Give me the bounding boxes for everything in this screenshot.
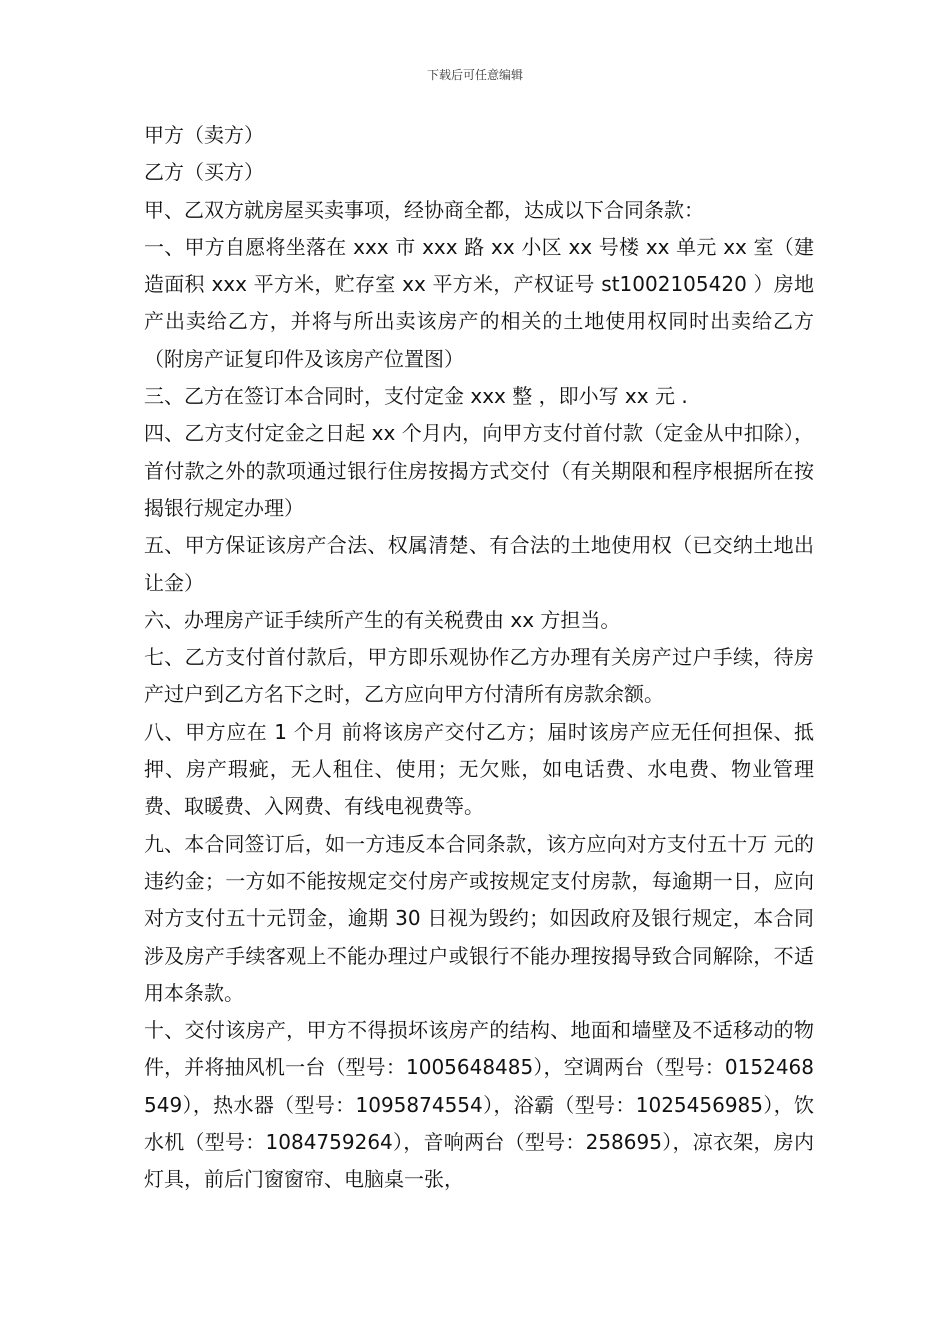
contract-body: [144, 117, 814, 1199]
clause-10: 十、交付该房产，甲方不得损坏该房产的结构、地面和墙壁及不适移动的物件，并将抽风机一台（型号：1005648485），空调两台（型号：0152468549），热水器（型号：1095874554），浴霸（型号：1025456985），饮水机（型号：1084759264），音响两台（型号：258695），凉衣架，房内灯具，前后门窗窗帘、电脑桌一张，: [144, 1018, 814, 1192]
clause-4: 四、乙方支付定金之日起 xx 个月内，向甲方支付首付款（定金从中扣除），首付款之外的款项通过银行住房按揭方式交付（有关期限和程序根据所在按揭银行规定办理）: [144, 421, 814, 520]
preamble-paragraph: 甲、乙双方就房屋买卖事项，经协商全都，达成以下合同条款：: [144, 197, 704, 222]
clause-7: 七、乙方支付首付款后，甲方即乐观协作乙方办理有关房产过户手续，待房产过户到乙方名下之时，乙方应向甲方付清所有房款余额。: [144, 645, 814, 707]
clause-3: 三、乙方在签订本合同时，支付定金 xxx 整 ，即小写 xx 元 .: [144, 384, 688, 409]
clause-1: 一、甲方自愿将坐落在 xxx 市 xxx 路 xx 小区 xx 号楼 xx 单元 xx 室（建造面积 xxx 平方米，贮存室 xx 平方米，产权证号 st1002105420 ）房地产出卖给乙方，并将与所出卖该房产的相关的土地使用权同时出卖给乙方（附房产证复印件及该房产位置图）: [144, 234, 814, 371]
party-b-line: 乙方（买方）: [144, 160, 264, 185]
clause-8: 八、甲方应在 1 个月 前将该房产交付乙方；届时该房产应无任何担保、抵押、房产瑕疵，无人租住、使用；无欠账，如电话费、水电费、物业管理费、取暖费、入网费、有线电视费等。: [144, 719, 814, 819]
party-a-line: 甲方（卖方）: [144, 123, 264, 147]
clause-9: 九、本合同签订后，如一方违反本合同条款，该方应向对方支付五十万 元的违约金；一方如不能按规定交付房产或按规定支付房款，每逾期一日，应向对方支付五十元罚金，逾期 30 日视为毁约；如因政府及银行规定，本合同涉及房产手续客观上不能办理过户或银行不能办理按揭导致合同解除，不适用本条款。: [144, 831, 814, 1005]
page-header-note: 下载后可任意编辑: [426, 68, 523, 82]
clause-6: 六、办理房产证手续所产生的有关税费由 xx 方担当。: [144, 607, 621, 632]
clause-5: 五、甲方保证该房产合法、权属清楚、有合法的土地使用权（已交纳土地出让金）: [144, 533, 814, 595]
